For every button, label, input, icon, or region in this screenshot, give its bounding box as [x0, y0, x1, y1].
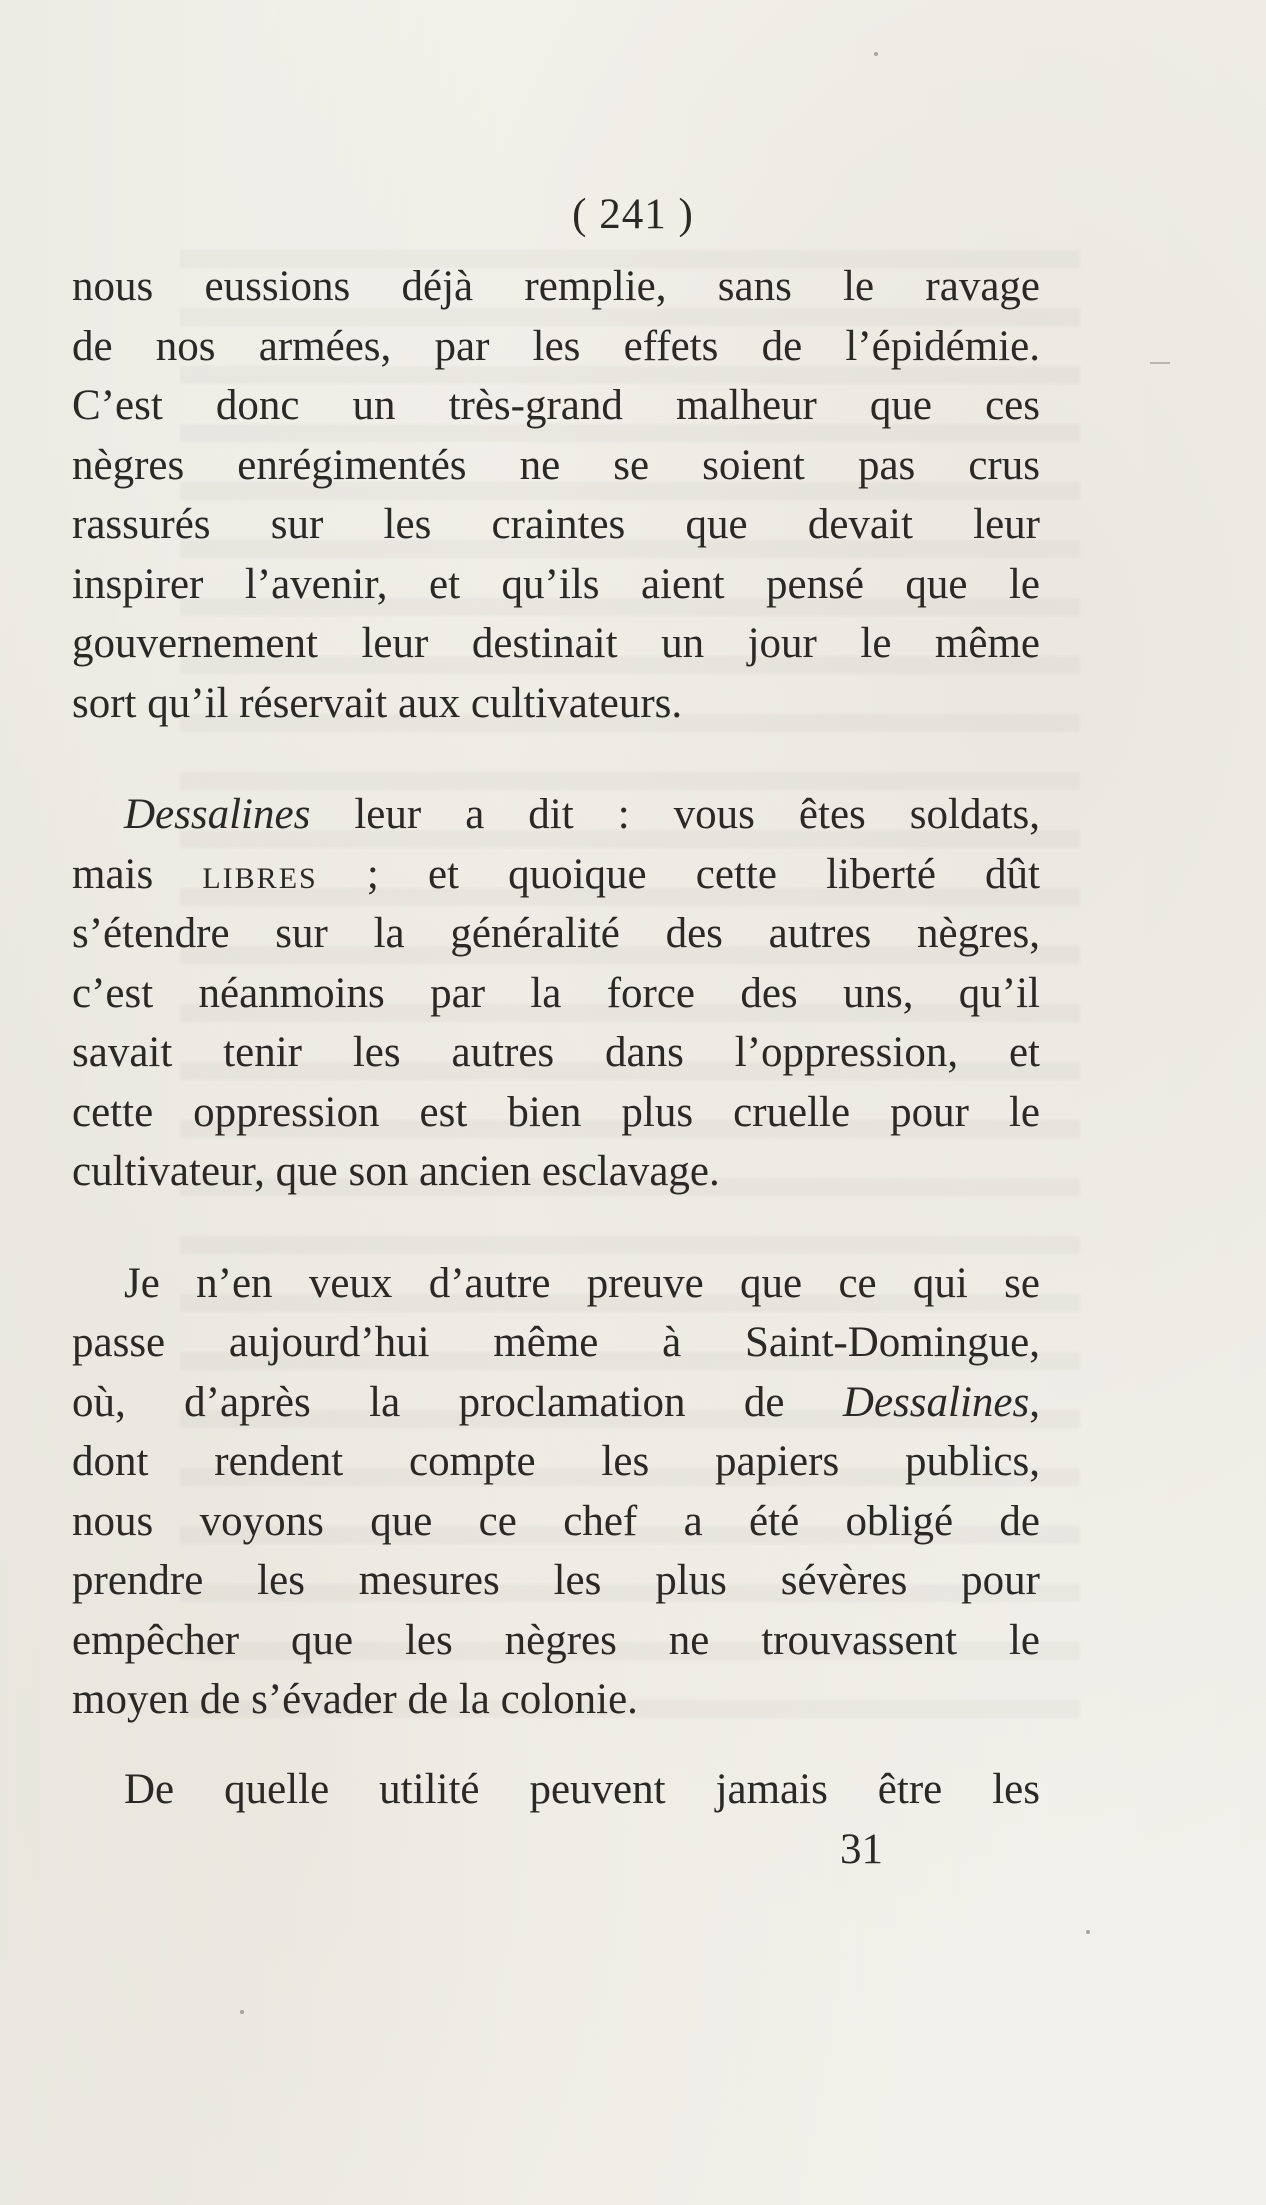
text-line: cette oppression est bien plus cruelle pour le: [72, 1088, 1040, 1136]
text-fragment: leur a dit : vous êtes soldats,: [310, 791, 1040, 838]
text-line: s’étendre sur la généralité des autres nègres,: [72, 910, 1040, 957]
body-text: [72, 257, 1040, 1819]
text-line: nous eussions déjà remplie, sans le ravage: [72, 263, 1040, 310]
text-fragment: ,: [1029, 1378, 1040, 1426]
text-line: C’est donc un très-grand malheur que ces: [72, 382, 1040, 429]
page-number-header: ( 241 ): [572, 191, 694, 238]
text-line: [72, 1373, 1040, 1433]
text-line: nous voyons que ce chef a été obligé de: [72, 1497, 1040, 1545]
text-line: [72, 845, 1040, 905]
text-line: cultivateur, que son ancien esclavage.: [72, 1148, 720, 1195]
text-line: savait tenir les autres dans l’oppression, et: [72, 1029, 1040, 1076]
emphasis-libres: libres: [202, 850, 318, 898]
text-line: Je n’en veux d’autre preuve que ce qui se: [124, 1259, 1040, 1307]
paragraph-4: [72, 1760, 1040, 1820]
paper-speck: [1086, 1930, 1090, 1934]
paragraph-1: [72, 257, 1040, 733]
text-line: gouvernement leur destinait un jour le même: [72, 620, 1040, 667]
name-dessalines: Dessalines: [124, 791, 311, 838]
paper-speck: [240, 2010, 244, 2014]
paragraph-gap: [72, 1730, 1040, 1760]
text-line: nègres enrégimentés ne se soient pas crus: [72, 441, 1040, 489]
paper-speck: [874, 52, 878, 56]
paragraph-gap: [72, 733, 1040, 785]
text-line: De quelle utilité peuvent jamais être les: [124, 1765, 1040, 1813]
text-line: rassurés sur les craintes que devait leur: [72, 501, 1040, 548]
text-line: moyen de s’évader de la colonie.: [72, 1676, 638, 1723]
text-line: prendre les mesures les plus sévères pour: [72, 1557, 1040, 1604]
text-fragment: ; et quoique cette liberté dût: [317, 850, 1040, 898]
paragraph-3: [72, 1254, 1040, 1730]
text-line: de nos armées, par les effets de l’épidémie.: [72, 322, 1040, 370]
text-line: inspirer l’avenir, et qu’ils aient pensé que le: [72, 560, 1040, 608]
text-line: dont rendent compte les papiers publics,: [72, 1438, 1040, 1485]
text-line: sort qu’il réservait aux cultivateurs.: [72, 679, 683, 727]
edge-mark: [1150, 362, 1170, 364]
signature-mark: 31: [840, 1826, 883, 1873]
text-line: empêcher que les nègres ne trouvassent le: [72, 1616, 1040, 1664]
text-line: [72, 785, 1040, 845]
paragraph-2: [72, 785, 1040, 1202]
text-line: passe aujourd’hui même à Saint-Domingue,: [72, 1319, 1040, 1366]
text-fragment: mais: [72, 850, 203, 898]
name-dessalines: Dessalines: [842, 1378, 1030, 1426]
text-fragment: où, d’après la proclamation de: [72, 1378, 843, 1426]
paragraph-gap: [72, 1202, 1040, 1254]
text-line: c’est néanmoins par la force des uns, qu’il: [72, 969, 1040, 1017]
